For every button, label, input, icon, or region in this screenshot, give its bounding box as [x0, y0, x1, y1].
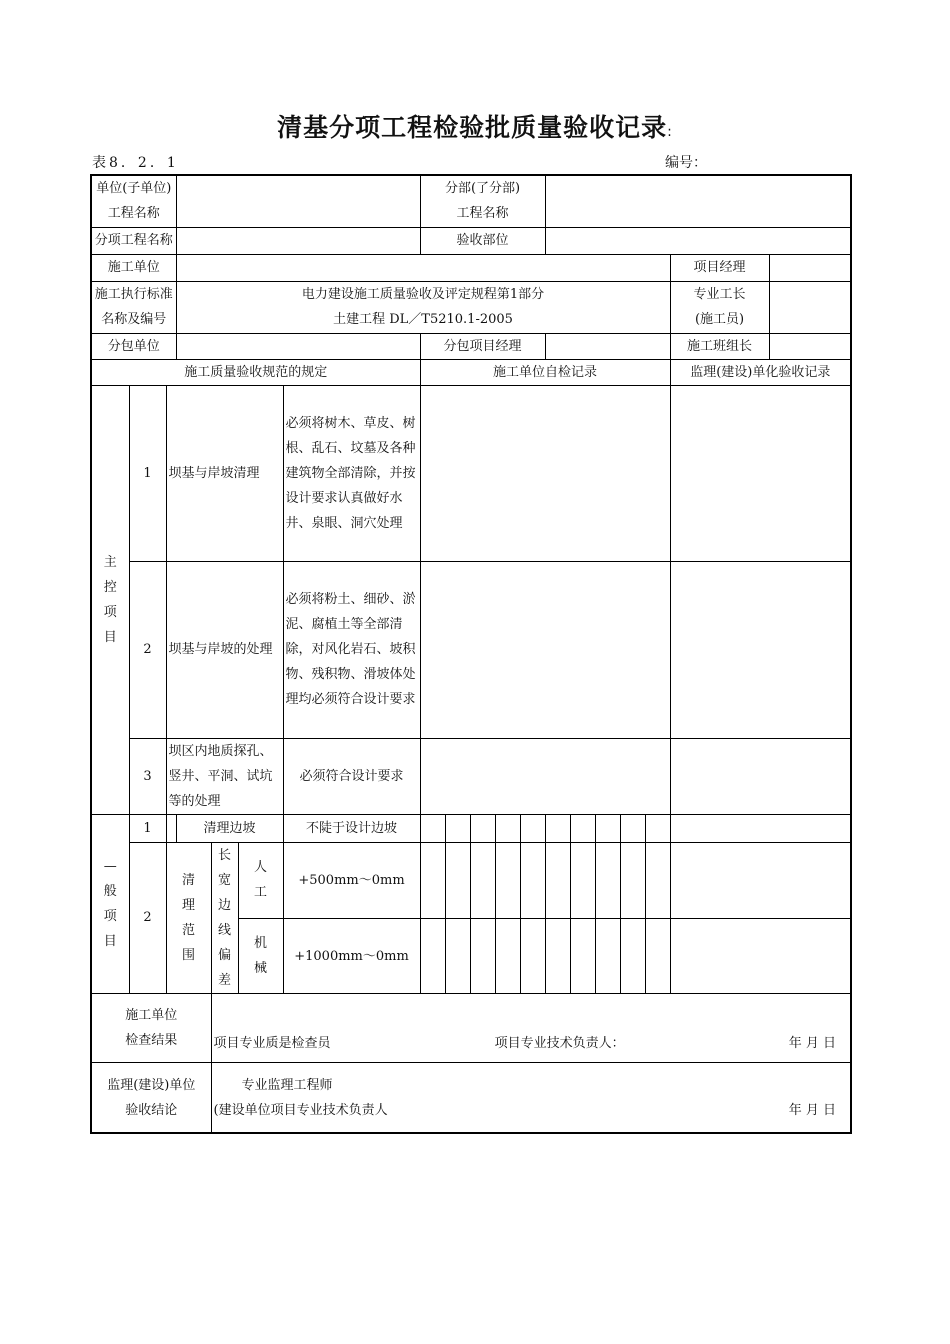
check-cell[interactable]	[595, 918, 620, 993]
check-cell[interactable]	[520, 814, 545, 842]
self-check-cell[interactable]	[420, 562, 670, 738]
manual-requirement: +500mm～0mm	[283, 842, 420, 918]
contractor-label: 施工单位	[91, 254, 176, 281]
item-requirement: 不陡于设计边坡	[283, 814, 420, 842]
acceptance-part-label: 验收部位	[420, 227, 545, 254]
contractor-result-label: 施工单位 检查结果	[91, 994, 211, 1063]
subcontractor-value[interactable]	[176, 333, 420, 359]
machine-requirement: +1000mm～0mm	[283, 918, 420, 993]
standard-label: 施工执行标准 名称及编号	[91, 281, 176, 333]
main-control-label: 主 控 项 目	[91, 385, 129, 814]
clearing-range-label: 清 理 范 围	[166, 842, 211, 993]
item-name: 坝基与岸坡清理	[166, 385, 283, 561]
sub-pm-value[interactable]	[545, 333, 670, 359]
check-cell[interactable]	[470, 842, 495, 918]
supervising-engineer-label: 专业监理工程师	[241, 1077, 333, 1093]
division-project-label: 分部(了分部) 工程名称	[420, 175, 545, 227]
check-cell[interactable]	[595, 814, 620, 842]
item-name: 清理边坡	[176, 814, 283, 842]
subcontractor-label: 分包单位	[91, 333, 176, 359]
check-cell[interactable]	[495, 842, 520, 918]
supervision-conclusion-content[interactable]	[211, 1063, 851, 1133]
item-requirement: 必须将粉土、细砂、淤泥、腐植土等全部清除，对风化岩石、坡积物、残积物、滑坡体处理均必须符合设计要求	[283, 562, 420, 738]
check-cell[interactable]	[420, 814, 445, 842]
item-requirement: 必须符合设计要求	[283, 738, 420, 814]
supervision-cell[interactable]	[670, 385, 851, 561]
check-cell[interactable]	[545, 814, 570, 842]
check-cell[interactable]	[420, 918, 445, 993]
supervision-cell[interactable]	[670, 918, 851, 993]
unit-project-value[interactable]	[176, 175, 420, 227]
item-number: 1	[129, 814, 166, 842]
check-cell[interactable]	[570, 814, 595, 842]
subitem-label: 分项工程名称	[91, 227, 176, 254]
check-cell[interactable]	[645, 918, 670, 993]
acceptance-form	[90, 174, 852, 1134]
check-cell[interactable]	[495, 814, 520, 842]
check-cell[interactable]	[495, 918, 520, 993]
check-cell[interactable]	[520, 842, 545, 918]
check-cell[interactable]	[445, 814, 470, 842]
check-cell[interactable]	[545, 842, 570, 918]
check-cell[interactable]	[645, 814, 670, 842]
quality-inspector-label: 项目专业质是检查员	[213, 1036, 331, 1052]
division-project-value[interactable]	[545, 175, 851, 227]
date-label: 年 月 日	[788, 1102, 837, 1118]
foreman-label: 专业工长 (施工员)	[670, 281, 769, 333]
machine-label: 机 械	[238, 918, 283, 993]
check-cell[interactable]	[570, 918, 595, 993]
check-cell[interactable]	[420, 842, 445, 918]
check-cell[interactable]	[520, 918, 545, 993]
check-cell[interactable]	[595, 842, 620, 918]
contractor-result-content[interactable]	[211, 994, 851, 1063]
supervision-cell[interactable]	[670, 842, 851, 918]
general-item-label: — 般 项 目	[91, 814, 129, 993]
contractor-value[interactable]	[176, 254, 670, 281]
item-name: 坝区内地质探孔、竖井、平洞、试坑等的处理	[166, 738, 283, 814]
self-check-column-header: 施工单位自检记录	[420, 359, 670, 385]
spacer-cell	[166, 814, 176, 842]
team-leader-value[interactable]	[769, 333, 851, 359]
serial-number-label: 编号：	[665, 155, 707, 171]
unit-project-label: 单位(子单位) 工程名称	[91, 175, 176, 227]
boundary-deviation-label: 长 宽 边 线 偏 差	[211, 842, 238, 993]
supervision-cell[interactable]	[670, 814, 851, 842]
project-manager-label: 项目经理	[670, 254, 769, 281]
acceptance-part-value[interactable]	[545, 227, 851, 254]
page-title: 清基分项工程检验批质量验收记录:	[277, 113, 673, 142]
subitem-value[interactable]	[176, 227, 420, 254]
check-cell[interactable]	[470, 918, 495, 993]
check-cell[interactable]	[445, 918, 470, 993]
owner-tech-lead-label: (建设单位项目专业技术负责人	[213, 1102, 388, 1118]
item-number: 2	[129, 562, 166, 738]
self-check-cell[interactable]	[420, 738, 670, 814]
spec-column-header: 施工质量验收规范的规定	[91, 359, 420, 385]
foreman-value[interactable]	[769, 281, 851, 333]
supervision-column-header: 监理(建设)单化验收记录	[670, 359, 851, 385]
check-cell[interactable]	[645, 842, 670, 918]
supervision-cell[interactable]	[670, 738, 851, 814]
supervision-cell[interactable]	[670, 562, 851, 738]
check-cell[interactable]	[570, 842, 595, 918]
check-cell[interactable]	[445, 842, 470, 918]
check-cell[interactable]	[620, 814, 645, 842]
item-number: 2	[129, 842, 166, 993]
date-label: 年 月 日	[788, 1036, 837, 1052]
standard-value: 电力建设施工质量验收及评定规程第1部分 土建工程 DL／T5210.1-2005	[176, 281, 670, 333]
item-number: 3	[129, 738, 166, 814]
item-requirement: 必须将树木、草皮、树根、乱石、坟墓及各种建筑物全部清除，并按设计要求认真做好水井、泉眼、洞穴处理	[283, 385, 420, 561]
check-cell[interactable]	[470, 814, 495, 842]
sub-pm-label: 分包项目经理	[420, 333, 545, 359]
manual-label: 人 工	[238, 842, 283, 918]
team-leader-label: 施工班组长	[670, 333, 769, 359]
item-number: 1	[129, 385, 166, 561]
table-number: 表8．2．1	[92, 155, 179, 171]
project-manager-value[interactable]	[769, 254, 851, 281]
item-name: 坝基与岸坡的处理	[166, 562, 283, 738]
check-cell[interactable]	[620, 918, 645, 993]
tech-lead-label: 项目专业技术负责人：	[494, 1036, 625, 1052]
self-check-cell[interactable]	[420, 385, 670, 561]
check-cell[interactable]	[620, 842, 645, 918]
supervision-conclusion-label: 监理(建设)单位 验收结论	[91, 1063, 211, 1133]
check-cell[interactable]	[545, 918, 570, 993]
